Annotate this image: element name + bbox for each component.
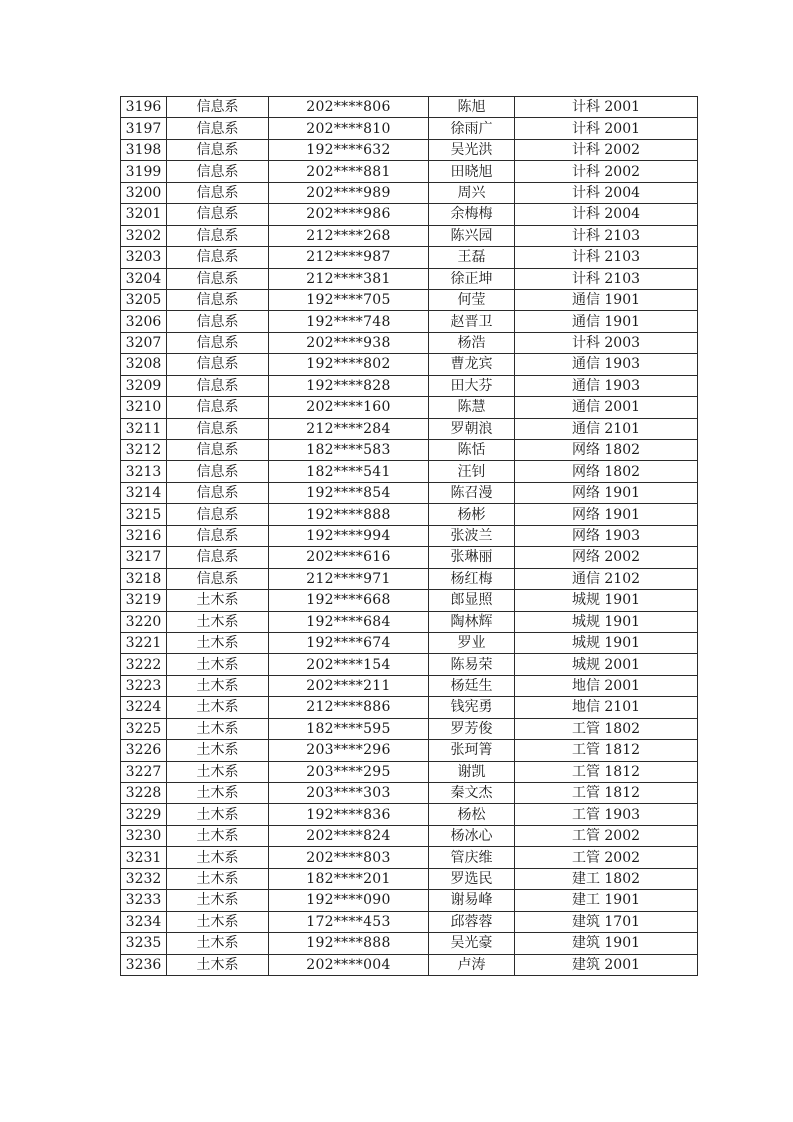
cell-seq: 3228 (121, 783, 167, 804)
cell-student-id: 172****453 (269, 911, 429, 932)
cell-name: 张波兰 (429, 525, 515, 546)
cell-department: 信息系 (167, 161, 269, 182)
cell-department: 信息系 (167, 182, 269, 203)
cell-class: 工管 1812 (515, 761, 698, 782)
table-row (121, 868, 698, 889)
cell-student-id: 202****616 (269, 547, 429, 568)
cell-name: 赵晋卫 (429, 311, 515, 332)
cell-seq: 3217 (121, 547, 167, 568)
cell-student-id: 203****296 (269, 740, 429, 761)
table-row (121, 761, 698, 782)
cell-student-id: 203****295 (269, 761, 429, 782)
cell-name: 谢凯 (429, 761, 515, 782)
table-row (121, 482, 698, 503)
table-row (121, 225, 698, 246)
cell-class: 城规 1901 (515, 632, 698, 653)
cell-student-id: 212****971 (269, 568, 429, 589)
cell-class: 网络 1802 (515, 440, 698, 461)
table-row (121, 289, 698, 310)
cell-name: 罗选民 (429, 868, 515, 889)
cell-name: 陶林辉 (429, 611, 515, 632)
cell-student-id: 192****668 (269, 590, 429, 611)
cell-seq: 3208 (121, 354, 167, 375)
cell-department: 信息系 (167, 418, 269, 439)
cell-seq: 3232 (121, 868, 167, 889)
table-row (121, 247, 698, 268)
cell-seq: 3202 (121, 225, 167, 246)
cell-class: 通信 1903 (515, 354, 698, 375)
cell-class: 工管 1802 (515, 718, 698, 739)
cell-student-id: 192****888 (269, 933, 429, 954)
cell-seq: 3196 (121, 97, 167, 118)
cell-name: 张琳丽 (429, 547, 515, 568)
cell-name: 曹龙宾 (429, 354, 515, 375)
cell-seq: 3200 (121, 182, 167, 203)
cell-department: 信息系 (167, 268, 269, 289)
cell-name: 杨浩 (429, 332, 515, 353)
cell-class: 地信 2101 (515, 697, 698, 718)
cell-student-id: 202****810 (269, 118, 429, 139)
cell-department: 土木系 (167, 632, 269, 653)
cell-seq: 3236 (121, 954, 167, 975)
cell-student-id: 202****881 (269, 161, 429, 182)
cell-student-id: 203****303 (269, 783, 429, 804)
table-row (121, 697, 698, 718)
cell-class: 网络 2002 (515, 547, 698, 568)
cell-student-id: 202****803 (269, 847, 429, 868)
cell-department: 土木系 (167, 654, 269, 675)
table-row (121, 182, 698, 203)
cell-seq: 3213 (121, 461, 167, 482)
table-row (121, 418, 698, 439)
cell-student-id: 182****201 (269, 868, 429, 889)
cell-department: 土木系 (167, 697, 269, 718)
cell-name: 钱宪勇 (429, 697, 515, 718)
cell-department: 信息系 (167, 354, 269, 375)
cell-student-id: 202****004 (269, 954, 429, 975)
cell-name: 吴光洪 (429, 139, 515, 160)
cell-department: 信息系 (167, 225, 269, 246)
cell-name: 吴光豪 (429, 933, 515, 954)
cell-student-id: 202****154 (269, 654, 429, 675)
cell-department: 土木系 (167, 783, 269, 804)
cell-class: 建工 1802 (515, 868, 698, 889)
cell-department: 信息系 (167, 311, 269, 332)
cell-class: 网络 1901 (515, 504, 698, 525)
cell-seq: 3212 (121, 440, 167, 461)
cell-seq: 3225 (121, 718, 167, 739)
cell-department: 信息系 (167, 547, 269, 568)
cell-seq: 3218 (121, 568, 167, 589)
cell-name: 陈慧 (429, 397, 515, 418)
cell-seq: 3235 (121, 933, 167, 954)
cell-name: 杨冰心 (429, 825, 515, 846)
cell-student-id: 192****632 (269, 139, 429, 160)
cell-student-id: 192****836 (269, 804, 429, 825)
cell-name: 田晓旭 (429, 161, 515, 182)
cell-seq: 3215 (121, 504, 167, 525)
cell-seq: 3204 (121, 268, 167, 289)
cell-department: 土木系 (167, 868, 269, 889)
cell-department: 土木系 (167, 847, 269, 868)
cell-class: 计科 2103 (515, 268, 698, 289)
cell-seq: 3210 (121, 397, 167, 418)
cell-name: 罗业 (429, 632, 515, 653)
table-body (121, 97, 698, 976)
table-row (121, 611, 698, 632)
cell-name: 张珂箐 (429, 740, 515, 761)
cell-class: 通信 2001 (515, 397, 698, 418)
table-row (121, 118, 698, 139)
cell-department: 土木系 (167, 825, 269, 846)
cell-seq: 3223 (121, 675, 167, 696)
cell-class: 计科 2002 (515, 139, 698, 160)
cell-name: 陈易荣 (429, 654, 515, 675)
cell-class: 计科 2103 (515, 247, 698, 268)
table-row (121, 139, 698, 160)
cell-class: 城规 1901 (515, 590, 698, 611)
cell-class: 通信 1903 (515, 375, 698, 396)
cell-student-id: 212****381 (269, 268, 429, 289)
cell-name: 何莹 (429, 289, 515, 310)
cell-name: 杨彬 (429, 504, 515, 525)
cell-class: 网络 1903 (515, 525, 698, 546)
cell-class: 地信 2001 (515, 675, 698, 696)
cell-student-id: 192****828 (269, 375, 429, 396)
cell-department: 土木系 (167, 890, 269, 911)
cell-student-id: 202****986 (269, 204, 429, 225)
cell-name: 陈恬 (429, 440, 515, 461)
cell-student-id: 192****888 (269, 504, 429, 525)
cell-department: 信息系 (167, 118, 269, 139)
cell-student-id: 182****541 (269, 461, 429, 482)
cell-seq: 3216 (121, 525, 167, 546)
cell-student-id: 192****748 (269, 311, 429, 332)
cell-name: 罗芳俊 (429, 718, 515, 739)
cell-student-id: 202****824 (269, 825, 429, 846)
table-row (121, 440, 698, 461)
cell-class: 城规 2001 (515, 654, 698, 675)
student-roster-table (120, 96, 698, 976)
cell-department: 信息系 (167, 247, 269, 268)
table-row (121, 890, 698, 911)
cell-seq: 3229 (121, 804, 167, 825)
cell-department: 信息系 (167, 332, 269, 353)
cell-student-id: 202****938 (269, 332, 429, 353)
table-row (121, 268, 698, 289)
table-row (121, 461, 698, 482)
cell-student-id: 202****160 (269, 397, 429, 418)
table-row (121, 161, 698, 182)
cell-department: 土木系 (167, 718, 269, 739)
table-row (121, 375, 698, 396)
cell-class: 计科 2103 (515, 225, 698, 246)
cell-seq: 3207 (121, 332, 167, 353)
cell-name: 罗朝浪 (429, 418, 515, 439)
cell-class: 建筑 1701 (515, 911, 698, 932)
cell-class: 计科 2004 (515, 182, 698, 203)
cell-seq: 3226 (121, 740, 167, 761)
cell-class: 网络 1901 (515, 482, 698, 503)
cell-name: 谢易峰 (429, 890, 515, 911)
cell-department: 土木系 (167, 933, 269, 954)
cell-department: 土木系 (167, 611, 269, 632)
cell-seq: 3224 (121, 697, 167, 718)
cell-student-id: 182****595 (269, 718, 429, 739)
cell-student-id: 192****854 (269, 482, 429, 503)
cell-student-id: 212****268 (269, 225, 429, 246)
cell-class: 工管 1812 (515, 783, 698, 804)
cell-class: 工管 2002 (515, 847, 698, 868)
cell-name: 周兴 (429, 182, 515, 203)
cell-student-id: 192****674 (269, 632, 429, 653)
cell-seq: 3220 (121, 611, 167, 632)
cell-name: 徐正坤 (429, 268, 515, 289)
cell-department: 信息系 (167, 568, 269, 589)
table-row (121, 825, 698, 846)
cell-department: 土木系 (167, 954, 269, 975)
cell-seq: 3231 (121, 847, 167, 868)
cell-department: 信息系 (167, 204, 269, 225)
cell-class: 网络 1802 (515, 461, 698, 482)
cell-department: 信息系 (167, 461, 269, 482)
cell-seq: 3211 (121, 418, 167, 439)
cell-class: 计科 2001 (515, 97, 698, 118)
cell-department: 信息系 (167, 375, 269, 396)
cell-student-id: 192****684 (269, 611, 429, 632)
cell-class: 通信 1901 (515, 289, 698, 310)
cell-name: 徐雨广 (429, 118, 515, 139)
cell-seq: 3206 (121, 311, 167, 332)
cell-seq: 3234 (121, 911, 167, 932)
cell-student-id: 182****583 (269, 440, 429, 461)
cell-class: 通信 2102 (515, 568, 698, 589)
table-row (121, 397, 698, 418)
cell-student-id: 192****090 (269, 890, 429, 911)
table-row (121, 783, 698, 804)
table-row (121, 654, 698, 675)
table-row (121, 954, 698, 975)
cell-seq: 3222 (121, 654, 167, 675)
cell-student-id: 192****802 (269, 354, 429, 375)
cell-name: 秦文杰 (429, 783, 515, 804)
cell-department: 土木系 (167, 804, 269, 825)
cell-name: 郎显照 (429, 590, 515, 611)
cell-class: 建筑 2001 (515, 954, 698, 975)
table-row (121, 354, 698, 375)
cell-class: 城规 1901 (515, 611, 698, 632)
cell-name: 杨红梅 (429, 568, 515, 589)
table-row (121, 204, 698, 225)
table-row (121, 804, 698, 825)
cell-student-id: 212****284 (269, 418, 429, 439)
cell-class: 建工 1901 (515, 890, 698, 911)
cell-name: 王磊 (429, 247, 515, 268)
cell-class: 通信 2101 (515, 418, 698, 439)
cell-department: 信息系 (167, 139, 269, 160)
table-row (121, 504, 698, 525)
cell-class: 工管 2002 (515, 825, 698, 846)
cell-department: 土木系 (167, 675, 269, 696)
cell-student-id: 202****989 (269, 182, 429, 203)
cell-department: 信息系 (167, 397, 269, 418)
cell-name: 杨松 (429, 804, 515, 825)
cell-department: 信息系 (167, 525, 269, 546)
cell-student-id: 192****705 (269, 289, 429, 310)
cell-seq: 3198 (121, 139, 167, 160)
cell-department: 信息系 (167, 440, 269, 461)
cell-class: 通信 1901 (515, 311, 698, 332)
cell-class: 计科 2002 (515, 161, 698, 182)
table-row (121, 632, 698, 653)
cell-name: 管庆维 (429, 847, 515, 868)
table-row (121, 332, 698, 353)
cell-name: 汪钊 (429, 461, 515, 482)
cell-seq: 3227 (121, 761, 167, 782)
table-row (121, 911, 698, 932)
cell-department: 土木系 (167, 740, 269, 761)
table-row (121, 568, 698, 589)
table-row (121, 311, 698, 332)
cell-seq: 3219 (121, 590, 167, 611)
cell-name: 杨廷生 (429, 675, 515, 696)
cell-department: 土木系 (167, 911, 269, 932)
cell-class: 计科 2003 (515, 332, 698, 353)
cell-seq: 3233 (121, 890, 167, 911)
cell-name: 卢涛 (429, 954, 515, 975)
cell-department: 土木系 (167, 761, 269, 782)
cell-name: 陈旭 (429, 97, 515, 118)
table-row (121, 740, 698, 761)
cell-student-id: 212****987 (269, 247, 429, 268)
table-row (121, 933, 698, 954)
cell-seq: 3214 (121, 482, 167, 503)
cell-seq: 3221 (121, 632, 167, 653)
cell-name: 余梅梅 (429, 204, 515, 225)
cell-name: 田大芬 (429, 375, 515, 396)
table-row (121, 547, 698, 568)
cell-seq: 3203 (121, 247, 167, 268)
cell-seq: 3230 (121, 825, 167, 846)
cell-student-id: 202****211 (269, 675, 429, 696)
cell-class: 计科 2004 (515, 204, 698, 225)
cell-seq: 3209 (121, 375, 167, 396)
table-row (121, 718, 698, 739)
cell-department: 信息系 (167, 289, 269, 310)
table-row (121, 675, 698, 696)
cell-seq: 3197 (121, 118, 167, 139)
table-row (121, 525, 698, 546)
cell-seq: 3201 (121, 204, 167, 225)
table-row (121, 847, 698, 868)
cell-name: 邱蓉蓉 (429, 911, 515, 932)
cell-department: 信息系 (167, 97, 269, 118)
cell-department: 信息系 (167, 482, 269, 503)
cell-class: 工管 1903 (515, 804, 698, 825)
cell-name: 陈兴园 (429, 225, 515, 246)
cell-class: 建筑 1901 (515, 933, 698, 954)
cell-name: 陈召漫 (429, 482, 515, 503)
table-row (121, 97, 698, 118)
table-row (121, 590, 698, 611)
cell-student-id: 212****886 (269, 697, 429, 718)
cell-student-id: 192****994 (269, 525, 429, 546)
cell-class: 计科 2001 (515, 118, 698, 139)
cell-department: 信息系 (167, 504, 269, 525)
cell-student-id: 202****806 (269, 97, 429, 118)
cell-class: 工管 1812 (515, 740, 698, 761)
cell-seq: 3199 (121, 161, 167, 182)
cell-seq: 3205 (121, 289, 167, 310)
cell-department: 土木系 (167, 590, 269, 611)
